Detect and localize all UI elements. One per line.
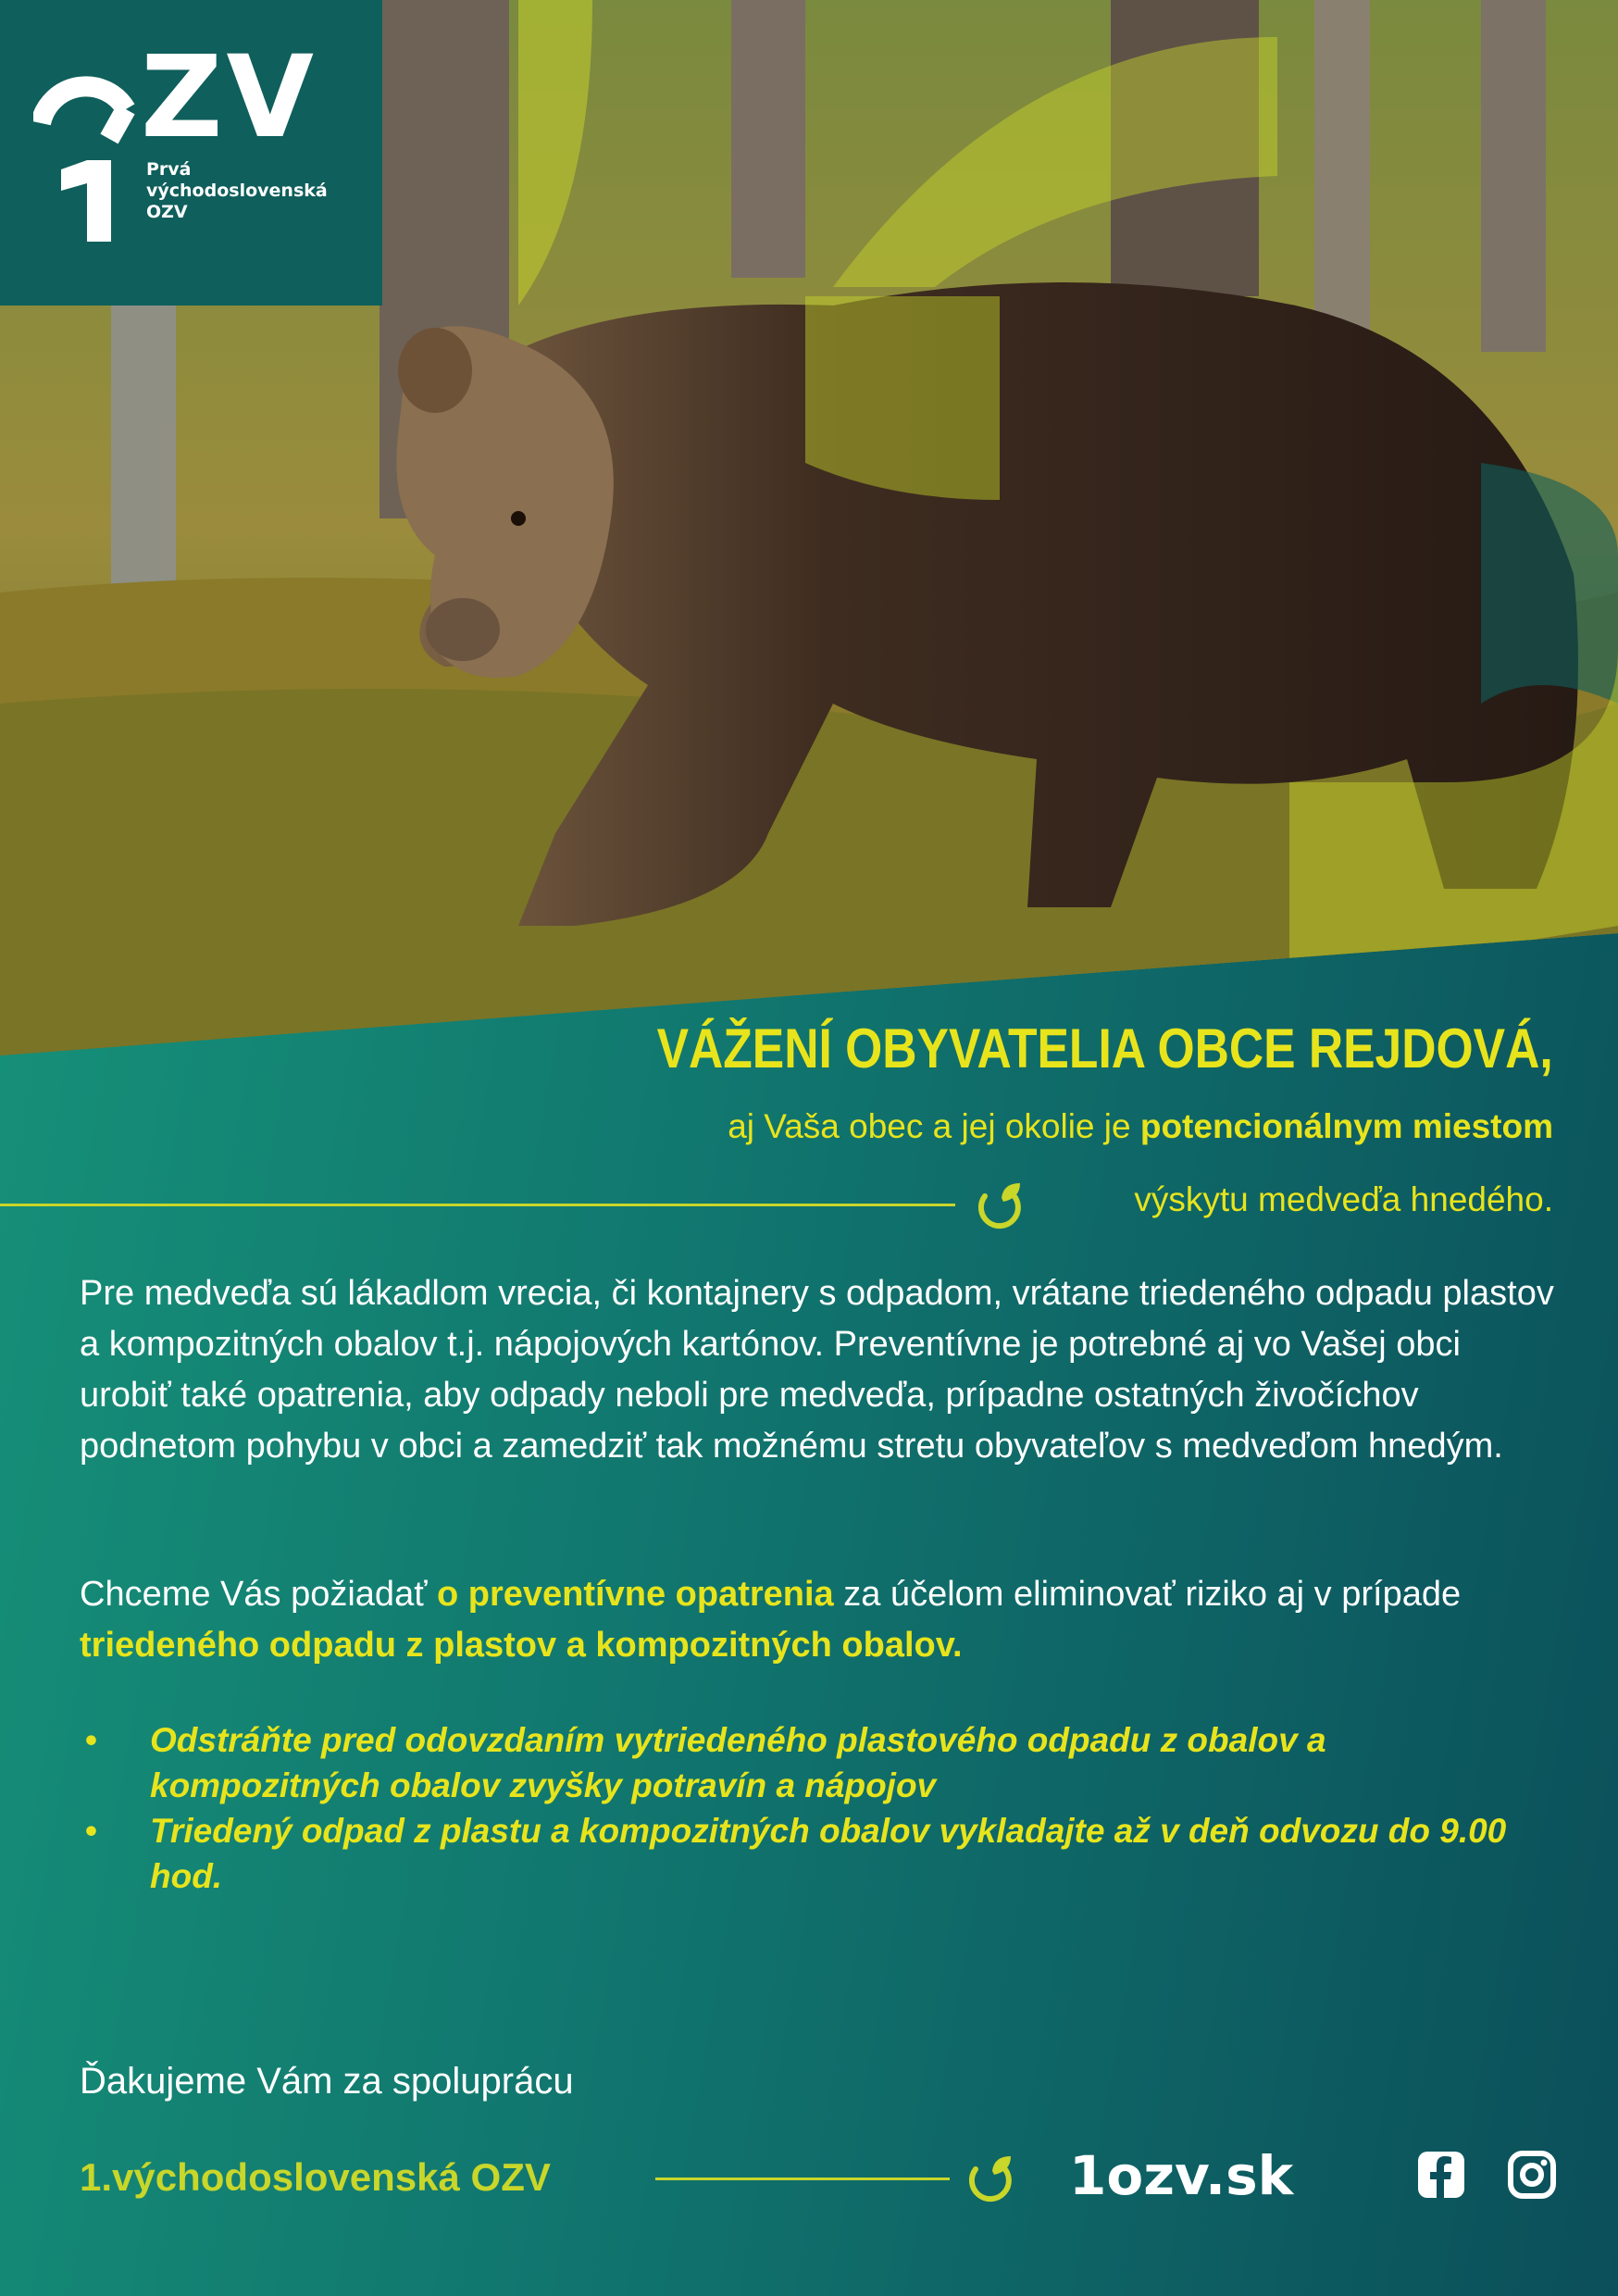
- intro-paragraph: Pre medveďa sú lákadlom vrecia, či kontajnery s odpadom, vrátane triedeného odpadu plastov a kompozitných obalov t.j. nápojových kartónov. Preventívne je potrebné aj vo Vašej obci urobiť také opatrenia, aby odpady neboli pre medveďa, prípadne ostatných živočíchov podnetom pohybu v obci a zamedziť tak možnému stretu obyvateľov s medveďom hnedým.: [80, 1274, 1554, 1466]
- page-title: VÁŽENÍ OBYVATELIA OBCE REJDOVÁ,: [656, 1017, 1553, 1079]
- tree-trunk: [1481, 0, 1546, 352]
- bear-muzzle: [426, 598, 500, 661]
- request-highlight: o preventívne opatrenia: [437, 1575, 834, 1614]
- brand-logo[interactable]: [0, 0, 382, 306]
- list-item: [80, 1717, 1561, 1808]
- logo-subtitle-line: OZV: [146, 202, 188, 222]
- request-text: za účelom eliminovať riziko aj v prípade: [833, 1575, 1462, 1614]
- ozv-logo-mark: [33, 72, 135, 243]
- logo-letters: ZV: [141, 31, 317, 163]
- bear-ear: [398, 328, 472, 413]
- bullet-marker: •: [85, 1721, 97, 1759]
- instagram-icon[interactable]: [1507, 2150, 1557, 2200]
- tree-trunk: [731, 0, 805, 278]
- divider-line: [0, 1204, 955, 1206]
- logo-subtitle-line: východoslovenská: [146, 181, 328, 201]
- logo-subtitle: [146, 159, 328, 223]
- subheading-bold: potencionálnym miestom: [1139, 1107, 1553, 1145]
- subheading-prefix: aj Vaša obec a jej okolie je: [728, 1107, 1140, 1145]
- instruction-list: [80, 1717, 1561, 1899]
- list-item: [80, 1808, 1561, 1899]
- request-highlight: triedeného odpadu z plastov a kompozitných obalov.: [80, 1626, 963, 1665]
- request-text: Chceme Vás požiadať: [80, 1575, 438, 1614]
- footer-brand: 1.východoslovenská OZV: [80, 2155, 551, 2199]
- thanks-text: Ďakujeme Vám za spoluprácu: [80, 2061, 574, 2102]
- request-paragraph: [80, 1569, 1561, 1671]
- facebook-icon[interactable]: [1416, 2150, 1466, 2200]
- footer-divider: [655, 2177, 950, 2180]
- subheading-line2: výskytu medveďa hnedého.: [1134, 1180, 1553, 1218]
- bullet-marker: •: [85, 1812, 97, 1850]
- leaf-circle-icon: [972, 1178, 1027, 1233]
- list-item-text: Triedený odpad z plastu a kompozitných obalov vykladajte až v deň odvozu do 9.00 hod.: [150, 1812, 1507, 1895]
- decorative-arc: [805, 296, 1000, 500]
- bear-eye: [511, 511, 526, 526]
- logo-subtitle-line: Prvá: [146, 159, 192, 180]
- tree-trunk: [1314, 0, 1370, 333]
- list-item-text: Odstráňte pred odovzdaním vytriedeného plastového odpadu z obalov a kompozitných obalov zvyšky potravín a nápojov: [150, 1721, 1326, 1804]
- website-link[interactable]: 1ozv.sk: [1069, 2144, 1294, 2207]
- subheading-line1: [728, 1107, 1553, 1146]
- leaf-circle-icon: [963, 2151, 1018, 2206]
